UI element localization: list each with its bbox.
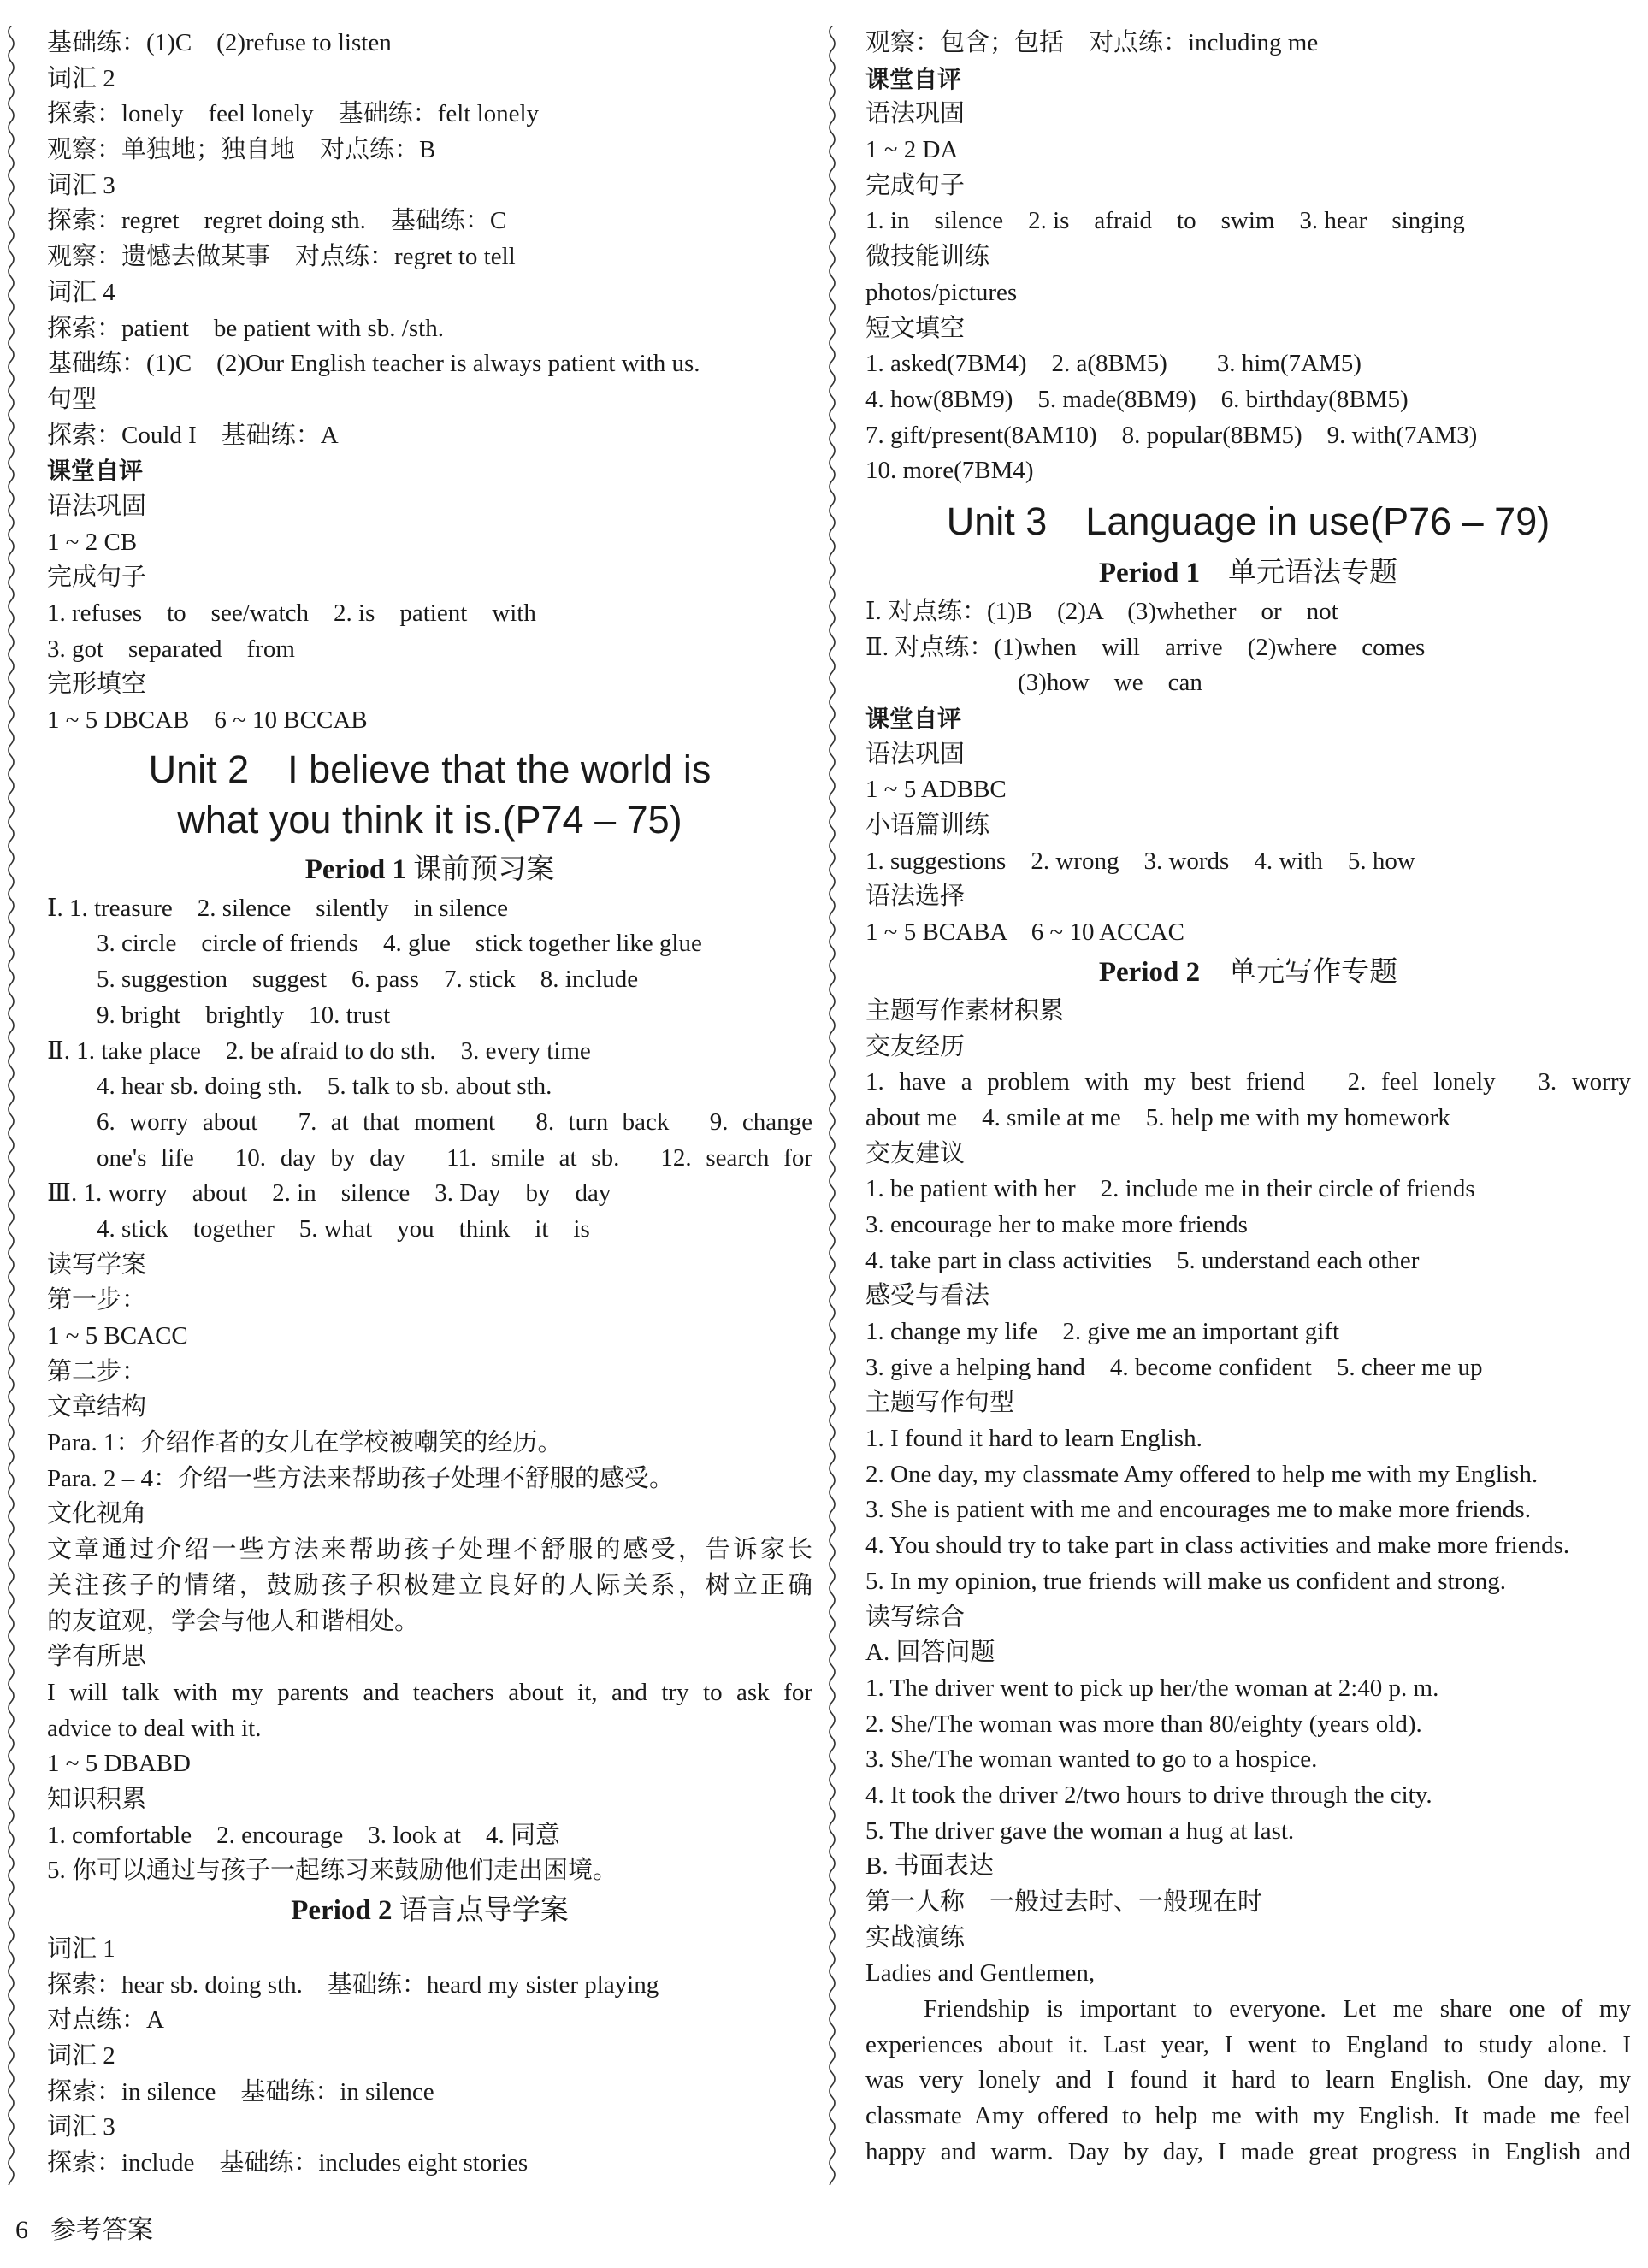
answer-line: 第一人称 一般过去时、一般现在时 <box>865 1888 1263 1916</box>
answer-line: 词汇 1 <box>47 1935 115 1963</box>
period-heading <box>865 552 1631 594</box>
answer-line: 语法巩固 <box>865 740 966 768</box>
answer-line: 5. suggestion suggest 6. pass 7. stick 8. include <box>97 966 639 994</box>
answer-line: 1. have a problem with my best friend 2. feel lonely 3. worry <box>865 1068 1631 1096</box>
answer-line: 1 ~ 5 ADBBC <box>865 776 1007 804</box>
answer-line: was very lonely and I found it hard to learn English. One day, my <box>865 2066 1631 2094</box>
answer-line: photos/pictures <box>865 278 1018 306</box>
answer-line: 探索：hear sb. doing sth. 基础练：heard my sister playing <box>47 1970 659 1999</box>
answer-line: 探索：include 基础练：includes eight stories <box>47 2149 529 2177</box>
answer-line: 10. more(7BM4) <box>865 457 1034 485</box>
answer-line: 1. in silence 2. is afraid to swim 3. hear singing <box>865 207 1465 235</box>
answer-line: 7. gift/present(8AM10) 8. popular(8BM5) 9. with(7AM3) <box>865 421 1478 449</box>
period-title: 单元写作专题 <box>1200 956 1398 988</box>
answer-line: 微技能训练 <box>865 243 990 271</box>
answer-line: 短文填空 <box>865 314 966 342</box>
page-footer <box>15 2208 153 2246</box>
answer-line: 1 ~ 5 DBCAB 6 ~ 10 BCCAB <box>47 706 368 735</box>
answer-line: 对点练：A <box>47 2006 164 2035</box>
answer-line: 4. take part in class activities 5. understand each other <box>865 1246 1420 1274</box>
answer-line: (3)how we can <box>1018 669 1202 697</box>
answer-line: Friendship is important to everyone. Let me share one of my <box>924 1995 1631 2023</box>
answer-line: 1. be patient with her 2. include me in their circle of friends <box>865 1175 1475 1203</box>
answer-line: 关注孩子的情绪，鼓励孩子积极建立良好的人际关系，树立正确 <box>47 1571 812 1599</box>
period-heading <box>865 951 1631 994</box>
answer-line: 3. She/The woman wanted to go to a hospice. <box>865 1745 1318 1774</box>
answer-line: 探索：in silence 基础练：in silence <box>47 2077 434 2106</box>
answer-line: 1 ~ 2 CB <box>47 528 138 556</box>
unit-heading: what you think it is.(P74 – 75) <box>177 797 682 842</box>
answer-line: 5. The driver gave the woman a hug at last. <box>865 1816 1295 1845</box>
answer-line: advice to deal with it. <box>47 1714 262 1742</box>
answer-line: Para. 1：介绍作者的女儿在学校被嘲笑的经历。 <box>47 1429 563 1457</box>
answer-line: 读写综合 <box>865 1603 966 1631</box>
answer-line: 主题写作素材积累 <box>865 996 1065 1025</box>
answer-line: Ⅱ. 对点练：(1)when will arrive (2)where comes <box>865 633 1426 661</box>
answer-line: 1 ~ 5 DBABD <box>47 1750 191 1778</box>
answer-line: 1. asked(7BM4) 2. a(8BM5) 3. him(7AM5) <box>865 350 1362 378</box>
answer-line: Ⅲ. 1. worry about 2. in silence 3. Day by day <box>47 1179 611 1208</box>
period-label: Period 1 <box>1098 557 1201 588</box>
answer-line: 实战演练 <box>865 1923 966 1952</box>
answer-line: about me 4. smile at me 5. help me with my homework <box>865 1103 1450 1131</box>
answer-line: 2. One day, my classmate Amy offered to help me with my English. <box>865 1460 1539 1488</box>
answer-line: A. 回答问题 <box>865 1639 995 1667</box>
answer-line: 4. hear sb. doing sth. 5. talk to sb. about sth. <box>97 1072 552 1101</box>
answer-line: 1. I found it hard to learn English. <box>865 1425 1202 1453</box>
answer-line: 1. suggestions 2. wrong 3. words 4. with 5. how <box>865 847 1415 875</box>
answer-line: happy and warm. Day by day, I made great progress in English and <box>865 2137 1631 2165</box>
period-label: Period 1 <box>304 853 406 885</box>
answer-line: 第二步： <box>47 1357 147 1385</box>
page-number: 6 <box>15 2216 28 2244</box>
answer-line: Ⅱ. 1. take place 2. be afraid to do sth. 3. every time <box>47 1037 591 1065</box>
answer-line: 3. give a helping hand 4. become confident 5. cheer me up <box>865 1353 1483 1381</box>
answer-line: 语法巩固 <box>865 100 966 128</box>
answer-line: 知识积累 <box>47 1785 147 1813</box>
answer-line: one's life 10. day by day 11. smile at sb. 12. search for <box>97 1143 812 1172</box>
answer-line: 观察：遗憾去做某事 对点练：regret to tell <box>47 243 516 271</box>
answer-line: 的友谊观，学会与他人和谐相处。 <box>47 1607 420 1635</box>
unit-heading: Unit 2 I believe that the world is <box>148 747 712 791</box>
answer-line: 基础练：(1)C (2)Our English teacher is always patient with us. <box>47 350 700 378</box>
period-heading <box>47 1889 812 1932</box>
answer-line: 探索：regret regret doing sth. 基础练：C <box>47 207 507 235</box>
answer-line: 完成句子 <box>47 564 147 592</box>
answer-line: 观察：包含；包括 对点练：including me <box>865 29 1319 56</box>
answer-line: 1. comfortable 2. encourage 3. look at 4. 同意 <box>47 1821 560 1849</box>
answer-line: 3. She is patient with me and encourages me to make more friends. <box>865 1496 1531 1524</box>
answer-line: 5. In my opinion, true friends will make us confident and strong. <box>865 1567 1507 1595</box>
period-label: Period 2 <box>1098 956 1201 988</box>
answer-line: 4. stick together 5. what you think it is <box>97 1214 590 1243</box>
answer-line: 3. encourage her to make more friends <box>865 1210 1248 1238</box>
answer-line: 1. The driver went to pick up her/the woman at 2:40 p. m. <box>865 1674 1439 1702</box>
answer-line: B. 书面表达 <box>865 1852 994 1881</box>
answer-line: 词汇 3 <box>47 171 115 199</box>
answer-line: 4. You should try to take part in class activities and make more friends. <box>865 1532 1570 1560</box>
answer-line: 探索：patient be patient with sb. /sth. <box>47 314 444 342</box>
answer-line: Ⅰ. 对点练：(1)B (2)A (3)whether or not <box>865 597 1338 625</box>
answer-line: 词汇 3 <box>47 2113 115 2141</box>
answer-line: 感受与看法 <box>865 1282 990 1310</box>
answer-line: 文化视角 <box>47 1500 147 1528</box>
answer-line: 2. She/The woman was more than 80/eighty (years old). <box>865 1710 1422 1738</box>
period-title: 语言点导学案 <box>392 1895 569 1926</box>
period-label: Period 2 <box>291 1895 393 1926</box>
answer-line: 4. how(8BM9) 5. made(8BM9) 6. birthday(8BM5) <box>865 385 1409 413</box>
footer-label: 参考答案 <box>50 2216 153 2244</box>
period-heading <box>47 848 812 891</box>
answer-line: Ⅰ. 1. treasure 2. silence silently in silence <box>47 894 508 922</box>
answer-line: I will talk with my parents and teachers about it, and try to ask for <box>47 1678 812 1706</box>
answer-line: 完形填空 <box>47 670 147 699</box>
answer-line: 6. worry about 7. at that moment 8. turn back 9. change <box>97 1107 812 1136</box>
answer-line: 5. 你可以通过与孩子一起练习来鼓励他们走出困境。 <box>47 1857 618 1885</box>
answer-line: 文章结构 <box>47 1393 147 1421</box>
answer-line: classmate Amy offered to help me with my English. It made me feel <box>865 2102 1631 2130</box>
answer-line: 交友建议 <box>865 1139 966 1167</box>
section-heading: 课堂自评 <box>47 458 144 485</box>
answer-line: 观察：单独地；独自地 对点练：B <box>47 136 436 164</box>
answer-line: Ladies and Gentlemen, <box>865 1959 1096 1987</box>
unit-heading: Unit 3 Language in use(P76 – 79) <box>946 499 1551 543</box>
answer-line: 语法巩固 <box>47 492 147 520</box>
answer-line: 1. change my life 2. give me an important gift <box>865 1318 1340 1345</box>
answer-line: Para. 2 – 4：介绍一些方法来帮助孩子处理不舒服的感受。 <box>47 1464 675 1492</box>
answer-line: 句型 <box>47 385 97 413</box>
answer-line: 词汇 2 <box>47 64 115 92</box>
answer-line: 学有所思 <box>47 1643 147 1671</box>
period-title: 课前预习案 <box>405 853 555 885</box>
answer-line: experiences about it. Last year, I went to England to study alone. I <box>865 2030 1631 2058</box>
period-title: 单元语法专题 <box>1200 557 1398 588</box>
answer-line: 4. It took the driver 2/two hours to drive through the city. <box>865 1781 1432 1809</box>
answer-line: 1 ~ 5 BCACC <box>47 1322 188 1350</box>
answer-line: 1 ~ 2 DA <box>865 136 959 164</box>
answer-line: 1. refuses to see/watch 2. is patient with <box>47 599 536 627</box>
answer-line: 探索：Could I 基础练：A <box>47 421 339 449</box>
left-column <box>47 26 812 2182</box>
answer-line: 读写学案 <box>47 1250 147 1279</box>
answer-line: 文章通过介绍一些方法来帮助孩子处理不舒服的感受，告诉家长 <box>47 1536 812 1564</box>
answer-line: 词汇 4 <box>47 278 115 306</box>
answer-line: 基础练：(1)C (2)refuse to listen <box>47 29 392 56</box>
column-divider-wavy-line <box>826 26 838 2185</box>
right-column <box>865 26 1631 2171</box>
answer-line: 1 ~ 5 BCABA 6 ~ 10 ACCAC <box>865 918 1185 947</box>
answer-line: 交友经历 <box>865 1032 966 1060</box>
answer-line: 主题写作句型 <box>865 1389 1015 1417</box>
answer-line: 语法选择 <box>865 883 966 911</box>
answer-line: 3. circle circle of friends 4. glue stick together like glue <box>97 930 702 958</box>
answer-line: 完成句子 <box>865 171 966 199</box>
answer-line: 小语篇训练 <box>865 812 990 840</box>
answer-line: 词汇 2 <box>47 2042 115 2070</box>
section-heading: 课堂自评 <box>865 65 962 92</box>
left-margin-wavy-line <box>5 26 17 2185</box>
answer-line: 探索：lonely feel lonely 基础练：felt lonely <box>47 100 540 128</box>
answer-line: 3. got separated from <box>47 635 295 663</box>
answer-line: 第一步： <box>47 1286 147 1314</box>
answer-line: 9. bright brightly 10. trust <box>97 1001 391 1029</box>
section-heading: 课堂自评 <box>865 706 962 732</box>
